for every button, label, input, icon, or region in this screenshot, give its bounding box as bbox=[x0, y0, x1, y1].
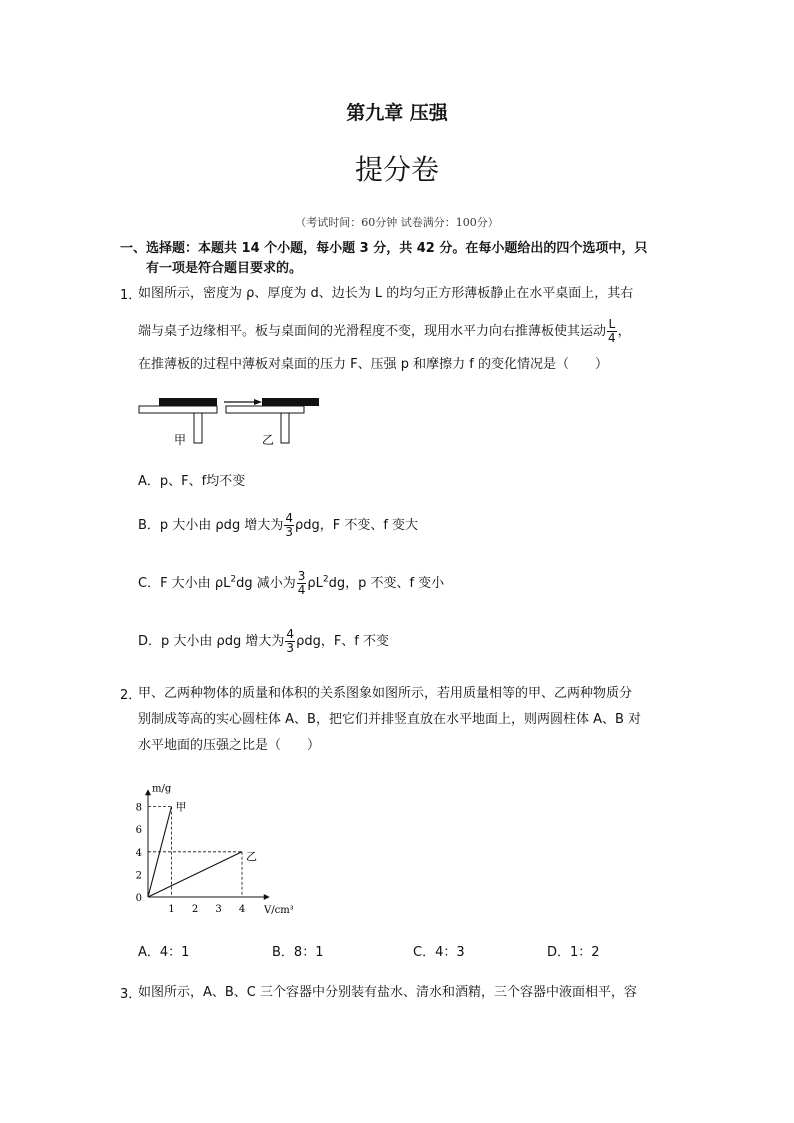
fraction-l-over-4 bbox=[607, 318, 617, 345]
question-2-line3: 水平地面的压强之比是（ ） bbox=[138, 738, 321, 753]
figure-label-a: 甲 bbox=[174, 433, 187, 447]
section-heading-line1: 一、选择题：本题共 14 个小题，每小题 3 分，共 42 分。在每小题给出的四个选项中，只 bbox=[120, 241, 648, 256]
question-2-number: 2． bbox=[120, 688, 142, 703]
series-label-2: 乙 bbox=[246, 849, 257, 863]
option-c-text: C．F 大小由 ρL bbox=[138, 576, 231, 591]
y-tick-label: 4 bbox=[135, 847, 142, 859]
fraction-denominator: 3 bbox=[286, 641, 295, 655]
option-c-text-3: ρL bbox=[307, 576, 323, 591]
question-1-line3: 在推薄板的过程中薄板对桌面的压力 F、压强 p 和摩擦力 f 的变化情况是（ ） bbox=[138, 357, 608, 372]
superscript: 2 bbox=[230, 574, 237, 585]
x-tick-label: 3 bbox=[215, 904, 222, 915]
figure-label-b: 乙 bbox=[262, 433, 275, 447]
fraction-numerator: 4 bbox=[285, 511, 293, 525]
x-axis-arrow-icon bbox=[264, 894, 270, 900]
question-3-line1: 如图所示，A、B、C 三个容器中分别装有盐水、清水和酒精，三个容器中液面相平，容 bbox=[138, 985, 638, 1000]
question-1-option-c bbox=[138, 570, 444, 597]
option-d-text-end: ρdg，F、f 不变 bbox=[296, 634, 390, 649]
table-top-a bbox=[139, 406, 217, 413]
question-1-line2-end: ， bbox=[617, 324, 631, 339]
question-2-option-d: D．1：2 bbox=[547, 945, 600, 960]
mass-volume-chart bbox=[130, 775, 320, 925]
x-tick-label: 2 bbox=[191, 904, 199, 915]
question-1-number: 1． bbox=[120, 288, 142, 303]
table-leg-a bbox=[194, 413, 202, 443]
question-3-number: 3． bbox=[120, 987, 142, 1002]
fraction-numerator: 3 bbox=[297, 569, 306, 583]
question-1-line2-text: 端与桌子边缘相平。板与桌面间的光滑程度不变，现用水平力向右推薄板使其运动 bbox=[138, 324, 607, 339]
y-tick-label: 6 bbox=[135, 825, 142, 837]
exam-info: （考试时间：60分钟 试卷满分：100分） bbox=[295, 216, 499, 229]
question-2-option-a: A．4：1 bbox=[138, 945, 190, 960]
question-1-option-b bbox=[138, 512, 418, 539]
y-tick-label: 8 bbox=[135, 802, 142, 814]
superscript: 2 bbox=[322, 574, 329, 585]
thin-plate-a bbox=[159, 398, 217, 406]
fraction-denominator: 4 bbox=[608, 331, 616, 345]
option-c-fraction bbox=[297, 570, 307, 597]
x-axis-label: V/cm³ bbox=[264, 905, 294, 916]
y-axis-arrow-icon bbox=[145, 789, 151, 795]
question-1-figure bbox=[138, 393, 328, 451]
series-label-1: 甲 bbox=[175, 800, 187, 814]
question-1-option-d bbox=[138, 628, 389, 655]
fraction-denominator: 3 bbox=[285, 525, 293, 539]
question-2-option-b: B．8：1 bbox=[272, 945, 324, 960]
y-axis-label: m/g bbox=[152, 783, 172, 795]
option-d-fraction bbox=[285, 628, 295, 655]
question-2-line1: 甲、乙两种物体的质量和体积的关系图象如图所示，若用质量相等的甲、乙两种物质分 bbox=[138, 686, 633, 701]
fraction-denominator: 4 bbox=[297, 583, 306, 597]
option-c-text-2: dg 减小为 bbox=[236, 576, 296, 591]
question-2-option-c: C．4：3 bbox=[413, 945, 465, 960]
option-b-fraction bbox=[284, 512, 294, 539]
y-tick-label: 2 bbox=[135, 870, 142, 882]
option-d-text: D．p 大小由 ρdg 增大为 bbox=[138, 634, 285, 649]
chapter-title: 第九章 压强 bbox=[346, 102, 448, 124]
series-line-2 bbox=[148, 852, 242, 897]
question-1-line2 bbox=[138, 318, 683, 345]
option-b-text-end: ρdg，F 不变、f 变大 bbox=[294, 518, 419, 533]
option-b-text: B．p 大小由 ρdg 增大为 bbox=[138, 518, 284, 533]
push-arrow-icon bbox=[254, 399, 262, 405]
page-title: 提分卷 bbox=[354, 153, 439, 186]
y-tick-label: 0 bbox=[135, 893, 142, 904]
table-leg-b bbox=[281, 413, 289, 443]
thin-plate-b bbox=[262, 398, 319, 406]
question-2-line2: 别制成等高的实心圆柱体 A、B，把它们并排竖直放在水平地面上，则两圆柱体 A、B 对 bbox=[138, 712, 642, 727]
question-1-option-a: A．p、F、f均不变 bbox=[138, 474, 246, 489]
x-tick-label: 1 bbox=[168, 904, 175, 915]
table-top-b bbox=[226, 406, 304, 413]
x-tick-label: 4 bbox=[238, 904, 246, 915]
question-1-line1: 如图所示，密度为 ρ、厚度为 d、边长为 L 的均匀正方形薄板静止在水平桌面上，其右 bbox=[138, 286, 634, 301]
fraction-numerator: L bbox=[608, 317, 616, 331]
section-heading-line2: 有一项是符合题目要求的。 bbox=[146, 261, 303, 276]
fraction-numerator: 4 bbox=[286, 627, 295, 641]
option-c-text-end: dg，p 不变、f 变小 bbox=[328, 576, 445, 591]
